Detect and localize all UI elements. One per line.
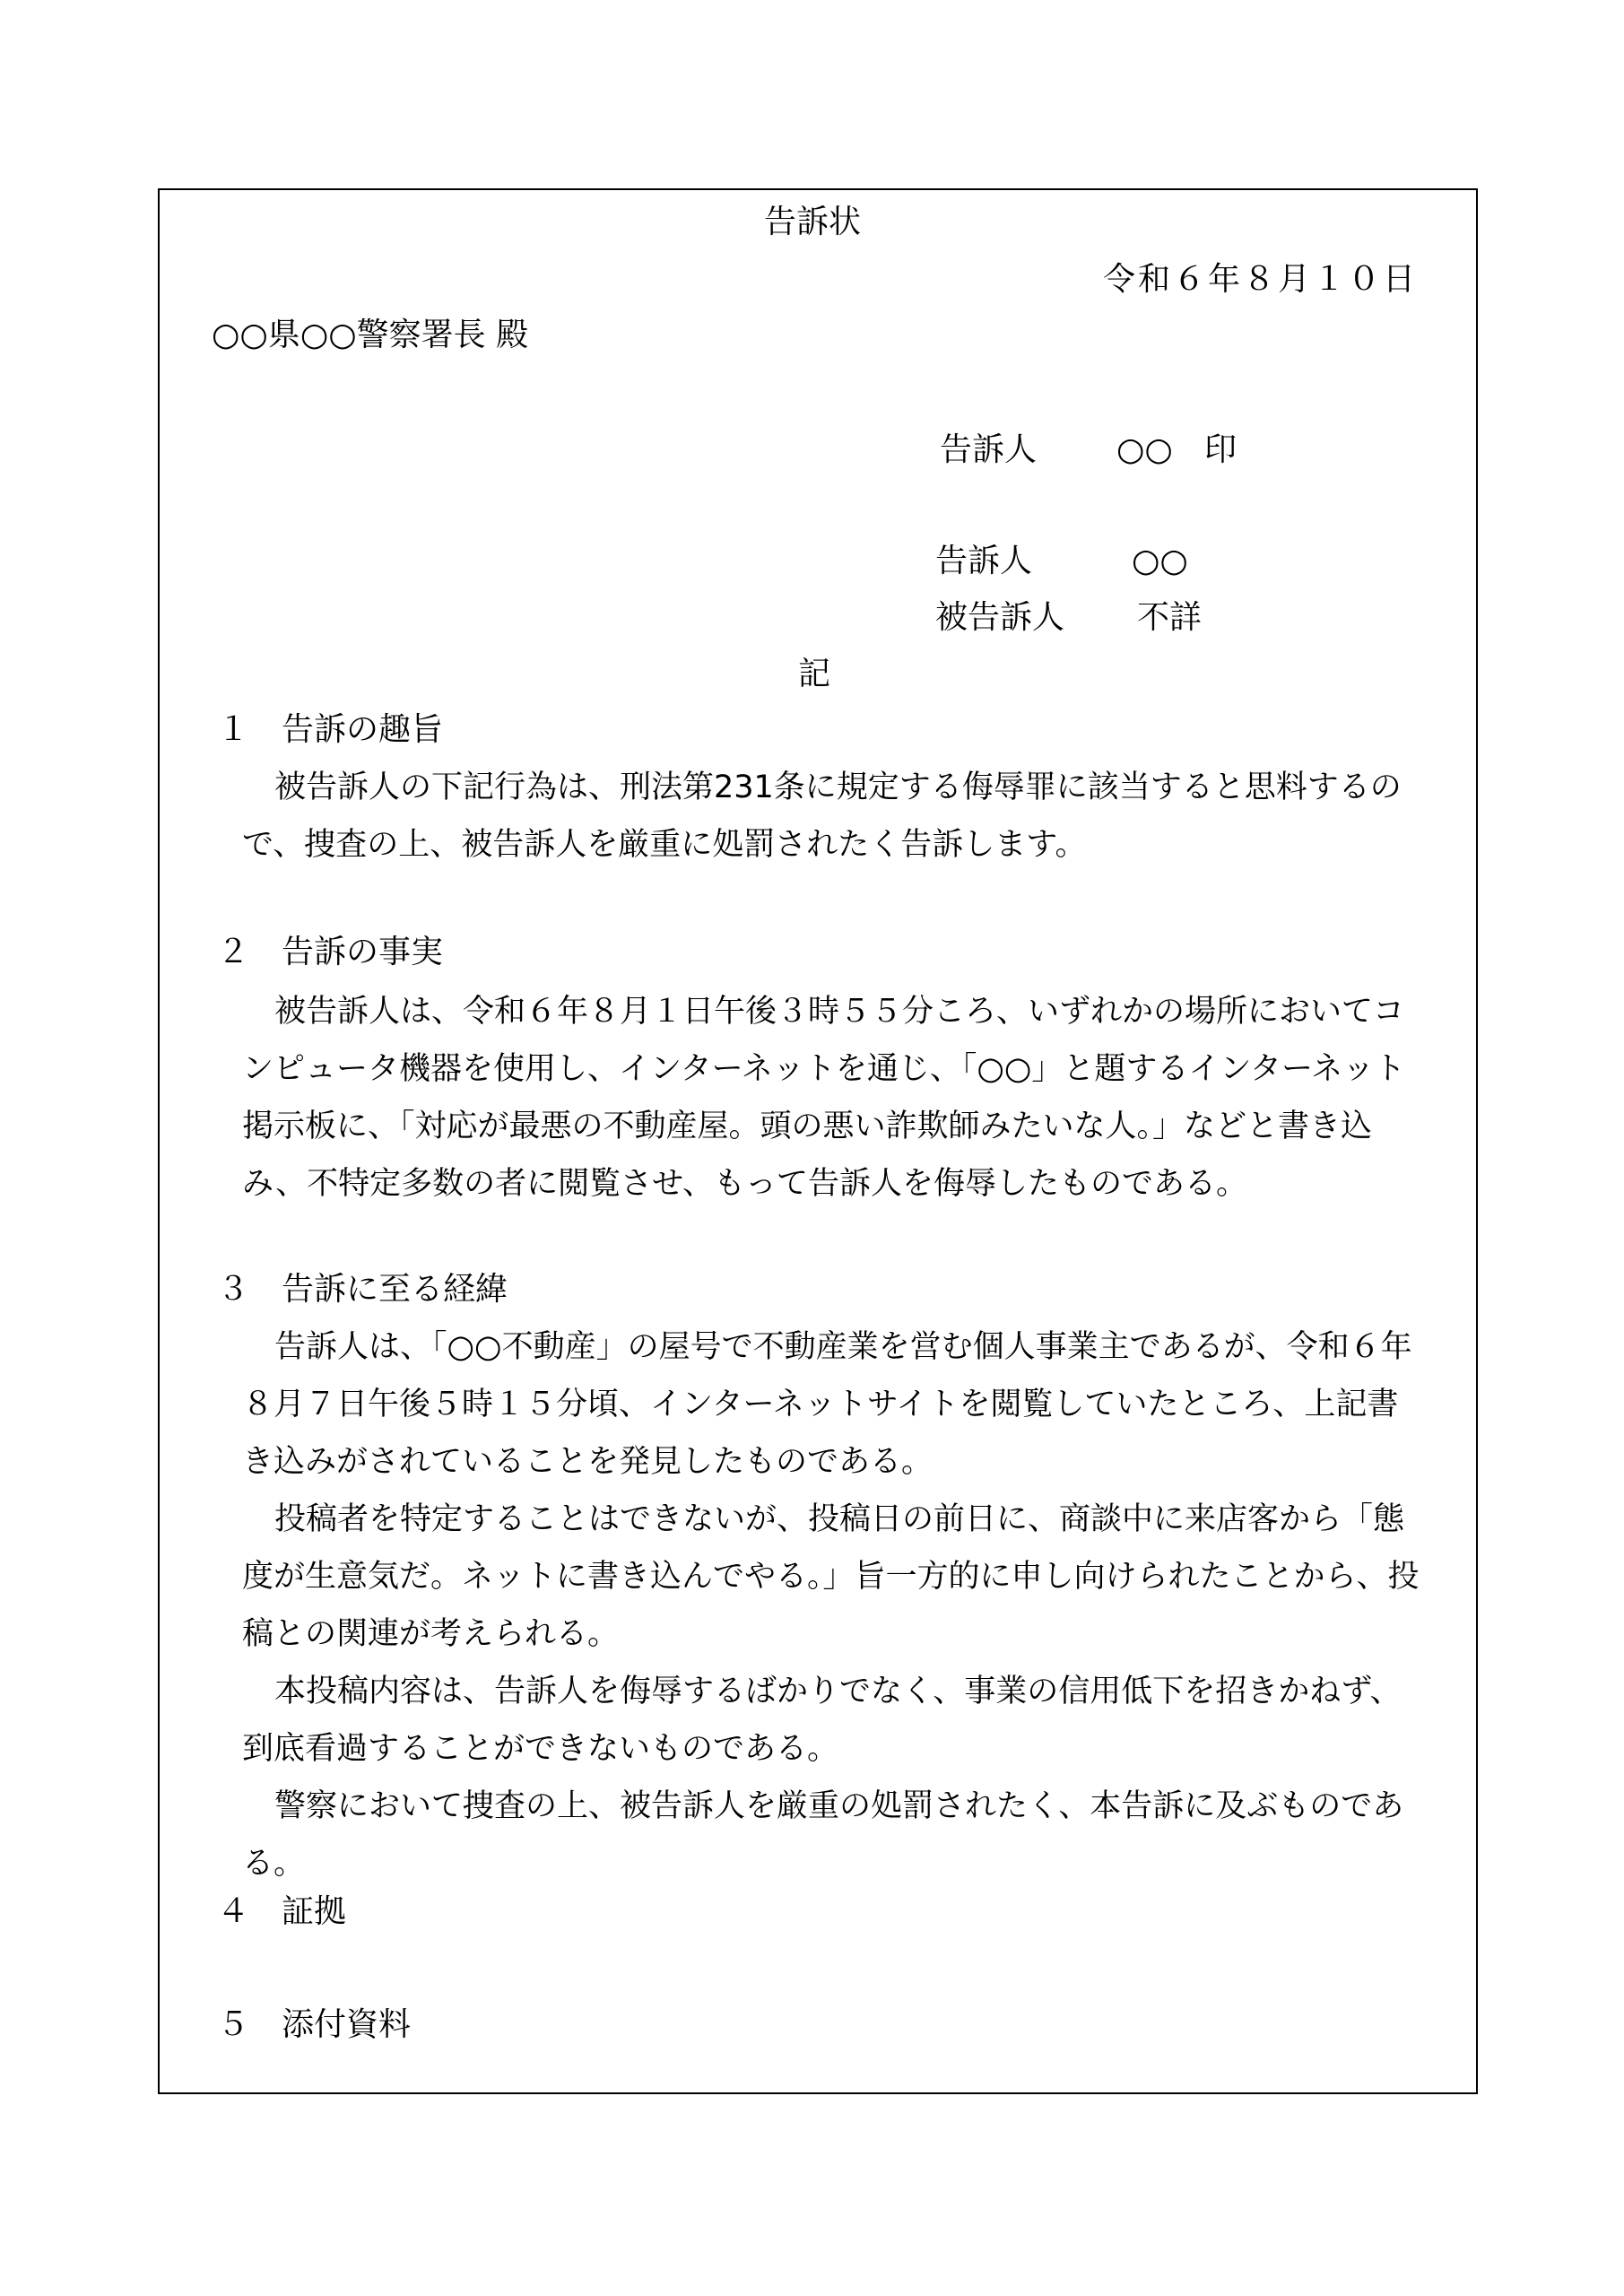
party-label-accused: 被告訴人 [935, 599, 1065, 636]
party-value-accused: 不詳 [1137, 599, 1203, 636]
complainant-sign-name: ○○ [1116, 431, 1173, 468]
section-heading-2: ２ 告訴の事実 [217, 934, 444, 970]
section-heading-1: １ 告訴の趣旨 [217, 711, 444, 748]
section-3-paragraph-1: 告訴人は、「○○不動産」の屋号で不動産業を営む個人事業主であるが、令和６年８月７日午後５時１５分頃、インターネットサイトを閲覧していたところ、上記書き込みがされていることを発見したものである。 [242, 1329, 1412, 1480]
document-date: 令和６年８月１０日 [1103, 261, 1419, 298]
party-value-complainant: ○○ [1132, 543, 1188, 579]
ki-mark: 記 [798, 656, 831, 692]
section-3-paragraph-4: 警察において捜査の上、被告訴人を厳重の処罰されたく、本告訴に及ぶものである。 [242, 1788, 1404, 1882]
party-label-complainant: 告訴人 [935, 543, 1033, 579]
section-heading-4: ４ 証拠 [217, 1893, 347, 1930]
section-2-paragraph-1: 被告訴人は、令和６年８月１日午後３時５５分ころ、いずれかの場所においてコンピュータ機器を使用し、インターネットを通じ、「○○」と題するインターネット掲示板に、「対応が最悪の不動産屋。頭の悪い詐欺師みたいな人。」などと書き込み、不特定多数の者に閲覧させ、もって告訴人を侮辱したものである。 [242, 994, 1406, 1202]
section-3-paragraph-2: 投稿者を特定することはできないが、投稿日の前日に、商談中に来店客から「態度が生意気だ。ネットに書き込んでやる。」旨一方的に申し向けられたことから、投稿との関連が考えられる。 [242, 1501, 1420, 1652]
section-heading-3: ３ 告訴に至る経緯 [217, 1271, 508, 1308]
addressee: ○○県○○警察署長 殿 [212, 317, 529, 353]
section-heading-5: ５ 添付資料 [217, 2006, 412, 2043]
complainant-sign-label: 告訴人 [940, 431, 1038, 468]
seal-mark: 印 [1204, 431, 1238, 468]
section-1-paragraph-1: 被告訴人の下記行為は、刑法第231条に規定する侮辱罪に該当すると思料するので、捜査の上、被告訴人を厳重に処罰されたく告訴します。 [242, 770, 1402, 863]
document-title: 告訴状 [764, 204, 862, 240]
section-3-paragraph-3: 本投稿内容は、告訴人を侮辱するばかりでなく、事業の信用低下を招きかねず、到底看過することができないものである。 [242, 1674, 1402, 1767]
